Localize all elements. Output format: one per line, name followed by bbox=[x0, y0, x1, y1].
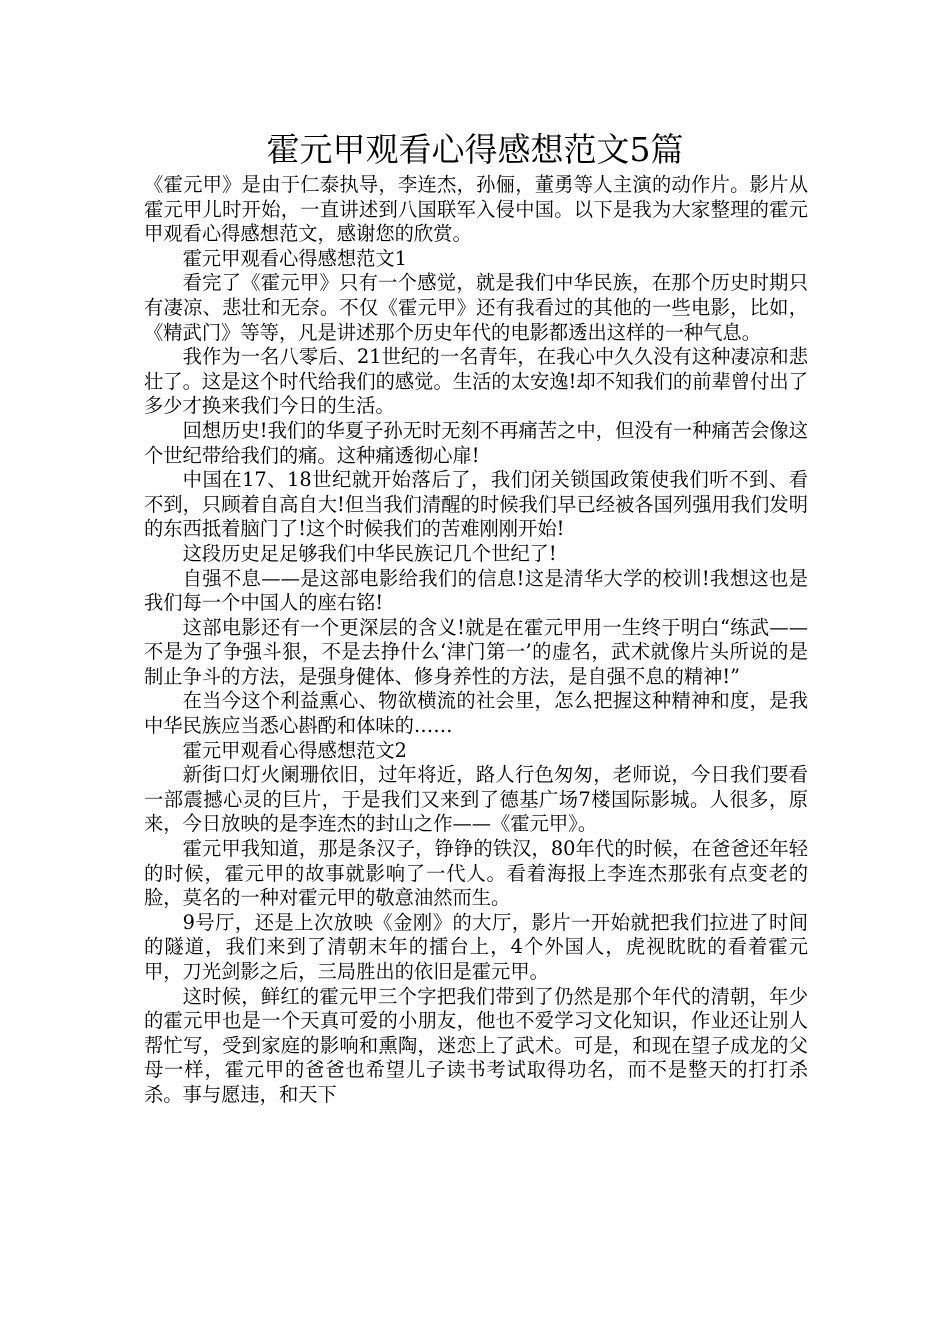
section-heading-2: 霍元甲观看心得感想范文2 bbox=[182, 738, 407, 762]
intro-paragraph: 《霍元甲》是由于仁泰执导，李连杰，孙俪，董勇等人主演的动作片。影片从霍元甲儿时开始，一直讲述到八国联军入侵中国。以下是我为大家整理的霍元甲观看心得感想范文，感谢您的欣赏。 bbox=[144, 173, 808, 246]
document-body bbox=[144, 173, 808, 1108]
paragraph: 9号厅，还是上次放映《金刚》的大厅，影片一开始就把我们拉进了时间的隧道，我们来到了清朝末年的擂台上，4个外国人，虎视眈眈的看着霍元甲，刀光剑影之后，三局胜出的依旧是霍元甲。 bbox=[144, 910, 808, 983]
paragraph: 回想历史!我们的华夏子孙无时无刻不再痛苦之中，但没有一种痛苦会像这个世纪带给我们的痛。这种痛透彻心扉! bbox=[144, 418, 808, 467]
paragraph: 我作为一名八零后、21世纪的一名青年，在我心中久久没有这种凄凉和悲壮了。这是这个时代给我们的感觉。生活的太安逸!却不知我们的前辈曾付出了多少才换来我们今日的生活。 bbox=[144, 345, 808, 418]
paragraph: 这段历史足足够我们中华民族记几个世纪了! bbox=[182, 541, 557, 565]
paragraph: 这部电影还有一个更深层的含义!就是在霍元甲用一生终于明白“练武——不是为了争强斗狠，不是去挣什么‘津门第一’的虚名，武术就像片头所说的是制止争斗的方法，是强身健体、修身养性的方法，是自强不息的精神!” bbox=[144, 615, 808, 688]
paragraph: 这时候，鲜红的霍元甲三个字把我们带到了仍然是那个年代的清朝，年少的霍元甲也是一个天真可爱的小朋友，他也不爱学习文化知识，作业还让别人帮忙写，受到家庭的影响和熏陶，迷恋上了武术。可是，和现在望子成龙的父母一样，霍元甲的爸爸也希望儿子读书考试取得功名，而不是整天的打打杀杀。事与愿违，和天下 bbox=[144, 984, 808, 1106]
paragraph: 看完了《霍元甲》只有一个感觉，就是我们中华民族，在那个历史时期只有凄凉、悲壮和无奈。不仅《霍元甲》还有我看过的其他的一些电影，比如，《精武门》等等，凡是讲述那个历史年代的电影都透出这样的一种气息。 bbox=[144, 271, 808, 344]
paragraph: 中国在17、18世纪就开始落后了，我们闭关锁国政策使我们听不到、看不到，只顾着自高自大!但当我们清醒的时候我们早已经被各国列强用我们发明的东西抵着脑门了!这个时候我们的苦难刚刚开始! bbox=[144, 468, 808, 541]
paragraph: 自强不息——是这部电影给我们的信息!这是清华大学的校训!我想这也是我们每一个中国人的座右铭! bbox=[144, 566, 808, 615]
section-heading-1: 霍元甲观看心得感想范文1 bbox=[182, 246, 407, 270]
paragraph: 在当今这个利益熏心、物欲横流的社会里，怎么把握这种精神和度，是我中华民族应当悉心斟酌和体味的…… bbox=[144, 689, 808, 738]
paragraph: 新街口灯火阑珊依旧，过年将近，路人行色匆匆，老师说，今日我们要看一部震撼心灵的巨片，于是我们又来到了德基广场7楼国际影城。人很多，原来，今日放映的是李连杰的封山之作——《霍元甲》。 bbox=[144, 763, 808, 836]
document-title: 霍元甲观看心得感想范文5篇 bbox=[266, 130, 684, 169]
paragraph: 霍元甲我知道，那是条汉子，铮铮的铁汉，80年代的时候，在爸爸还年轻的时候，霍元甲的故事就影响了一代人。看着海报上李连杰那张有点变老的脸，莫名的一种对霍元甲的敬意油然而生。 bbox=[144, 837, 808, 910]
